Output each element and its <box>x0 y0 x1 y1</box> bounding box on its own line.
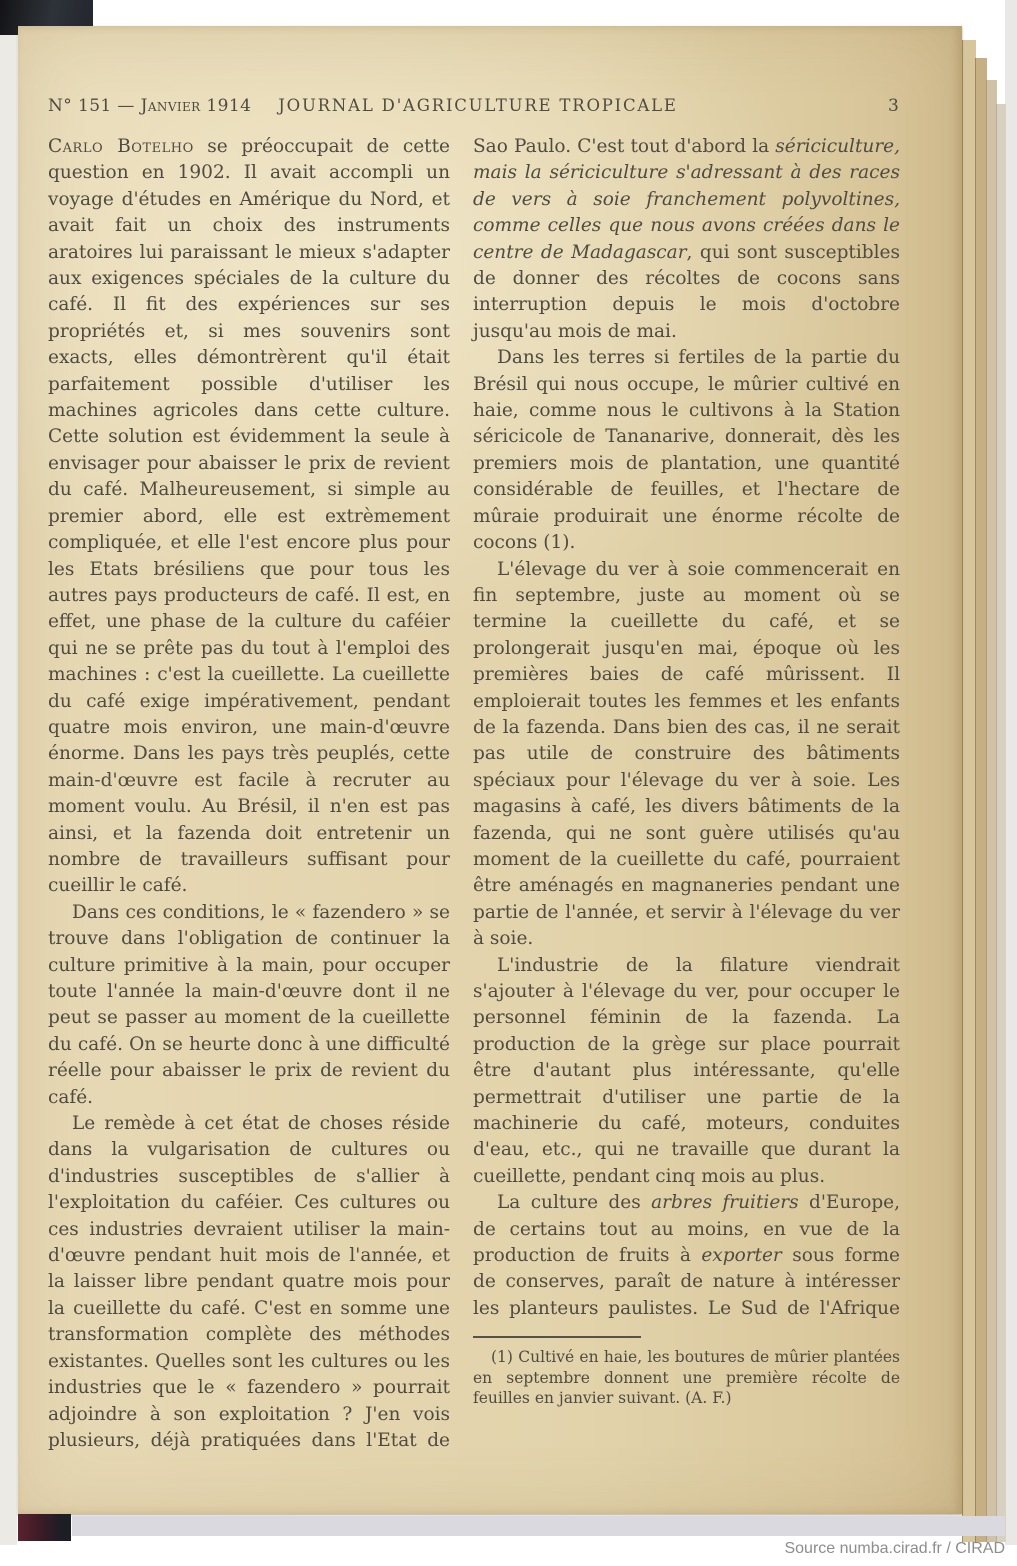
text-segment: L'élevage du ver à soie commencerait en fin septembre, juste au moment où se termine la cueillette du café, et se prolongerait jusqu'en mai, époque où les premières baies de café mûrissent. Il emploierait toutes les femmes et les enfants de la fazenda. Dans bien des cas, il ne serait pas utile de construire des bâtiments spéciaux pour l'élevage du ver à soie. Les magasins à café, les divers bâtiments de la fazenda, qui ne sont guère utilisés qu'au moment de la cueillette du café, pourraient être aménagés en magnaneries pendant une partie de l'année, et servir à l'élevage du ver à soie. <box>473 558 900 950</box>
page-number: 3 <box>888 96 899 116</box>
footnote <box>473 1336 900 1409</box>
paragraph <box>473 1190 900 1322</box>
footnote-text: (1) Cultivé en haie, les boutures de mûrier plantées en septembre donnent une première récolte de feuilles en janvier suivant. (A. F.) <box>473 1348 900 1408</box>
scan-table-edge <box>72 1516 1005 1536</box>
text-segment: se préoccupait de cette question en 1902. Il avait accompli un voyage d'études en Amérique du Nord, et avait fait un choix des instruments aratoires lui paraissant le mieux s'adapter aux exigences spéciales de la culture du café. Il fit des expériences sur ses propriétés et, si mes souvenirs sont exacts, elles démontrèrent qu'il était parfaitement possible d'utiliser les machines agricoles dans cette culture. Cette solution est évidemment la seule à envisager pour abaisser le prix de revient du café. Malheureusement, si simple au premier abord, elle est extrèmement compliquée, et elle l'est encore plus pour les Etats brésiliens que pour tous les autres pays producteurs de café. Il est, en effet, une phase de la culture du caféier qui ne se prête pas du tout à l'emploi des machines : c'est la cueillette. La cueillette du café exige impérativement, pendant quatre mois environ, une main-d'œuvre énorme. Dans les pays très peuplés, cette main-d'œuvre est facile à recruter au moment voulu. Au Brésil, il n'en est pas ainsi, et la fazenda doit entretenir un nombre de travailleurs suffisant pour cueillir le café. <box>48 136 450 897</box>
text-segment: Carlo Botelho <box>48 136 194 157</box>
text-segment: arbres fruitiers <box>651 1192 799 1214</box>
paragraph <box>48 900 450 1111</box>
paragraph <box>48 1111 450 1454</box>
running-head <box>48 96 900 120</box>
text-segment: sériciculture, mais la sériciculture s'adressant à des races de vers à soie franchement polyvoltines, comme celles que nous avons créées dans le centre de Madagascar <box>473 136 900 263</box>
text-segment: d'Europe, de certains tout au moins, en vue de la production de fruits à <box>473 1192 901 1267</box>
scan-background-right <box>1005 0 1017 1545</box>
text-segment: Dans ces conditions, le « fazendero » se trouve dans l'obligation de continuer la culture primitive à la main, pour occuper toute l'année la main-d'œuvre dont il ne peut se passer au moment de la cueillette du café. On se heurte donc à une difficulté réelle pour abaisser le prix de revient du café. <box>48 901 450 1108</box>
column-left <box>48 134 450 1454</box>
text-segment: Le remède à cet état de choses réside dans la vulgarisation de cultures ou d'industries susceptibles de s'allier à l'exploitation du caféier. Ces cultures ou ces industries devraient utiliser la main-d'œuvre pendant huit mois de l'année, et la laisser libre pendant quatre mois pour la cueillette du café. C'est en somme une transformation complète des méthodes existantes. Quelles sont les cultures ou les industries que le « fazendero » pourrait adjoindre à son exploitation ? J'en vois plusieurs, déjà pratiquées dans l'Etat de <box>48 1113 450 1451</box>
scan-background-left <box>0 0 17 1545</box>
journal-title: JOURNAL D'AGRICULTURE TROPICALE <box>278 96 678 115</box>
paragraph <box>473 953 900 1191</box>
text-segment: sous forme de conserves, paraît de nature à intéresser les planteurs paulistes. Le Sud de l'Afrique <box>473 1245 901 1319</box>
article-body <box>48 134 900 1454</box>
column-right <box>473 134 900 1454</box>
paragraph <box>473 134 900 345</box>
footnote-divider <box>473 1336 641 1338</box>
text-segment: L'industrie de la filature viendrait s'ajouter à l'élevage du ver, pour occuper le personnel féminin de la fazenda. La production de la grège sur place pourrait être d'autant plus intéressante, qu'elle permettrait d'utiliser une partie de la machinerie du café, moteurs, conduites d'eau, etc., qui ne travaille que durant la cueillette, pendant cinq mois au plus. <box>473 954 900 1187</box>
text-segment: exporter <box>701 1245 782 1267</box>
paragraph <box>473 557 900 953</box>
page-stack-edge <box>996 104 1006 1542</box>
page-sheet <box>18 26 962 1514</box>
text-segment: La culture des <box>497 1192 652 1214</box>
paragraph <box>48 134 450 900</box>
binding-corner-bottom <box>18 1514 71 1541</box>
issue-label: N° 151 — Janvier 1914 <box>48 96 252 116</box>
page-stack-edge <box>962 40 976 1542</box>
source-attribution: Source numba.cirad.fr / CIRAD <box>784 1540 1005 1557</box>
text-segment: , qui sont susceptibles de donner des récoltes de cocons sans interruption depuis le mois d'octobre jusqu'au mois de mai. <box>473 241 900 342</box>
text-segment: Sao Paulo. C'est tout d'abord la <box>473 136 776 157</box>
column-right-paragraphs <box>473 134 900 1322</box>
text-segment: Dans les terres si fertiles de la partie du Brésil qui nous occupe, le mûrier cultivé en haie, comme nous le cultivons à la Station séricicole de Tananarive, donnerait, dès les premiers mois de plantation, une quantité considérable de feuilles, et l'hectare de mûraie produirait une énorme récolte de cocons (1). <box>473 347 900 554</box>
paragraph <box>473 345 900 556</box>
